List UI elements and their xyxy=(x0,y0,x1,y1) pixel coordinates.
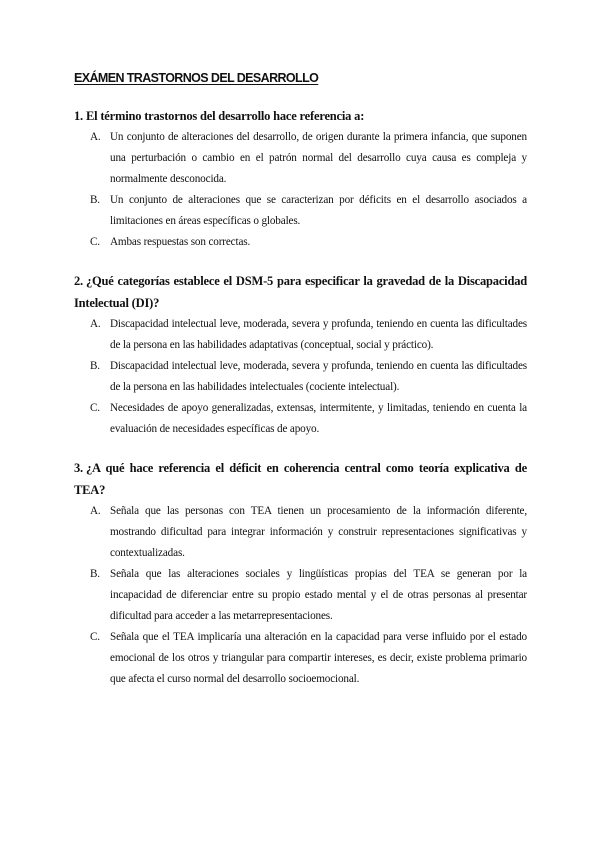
question-text xyxy=(74,457,527,501)
question-3 xyxy=(74,457,527,690)
option-letter: A. xyxy=(90,318,101,330)
question-number: 1. xyxy=(74,109,83,123)
option-letter: C. xyxy=(90,236,100,248)
option-text: Señala que las personas con TEA tienen un procesamiento de la información diferente, mostrando dificultad para integrar información y construir representaciones significativas y contextualizadas. xyxy=(110,505,527,559)
option-text: Ambas respuestas son correctas. xyxy=(110,236,251,248)
option-text: Un conjunto de alteraciones que se caracterizan por déficits en el desarrollo asociados a limitaciones en áreas específicas o globales. xyxy=(110,194,527,227)
option-text: Señala que las alteraciones sociales y lingüísticas propias del TEA se generan por la incapacidad de diferenciar entre su propio estado mental y el de otras personas al presentar dificultad para acceder a las metarrepresentaciones. xyxy=(110,568,527,622)
question-statement: ¿Qué categorías establece el DSM-5 para especificar la gravedad de la Discapacidad Intelectual (DI)? xyxy=(74,274,527,310)
answer-option-b xyxy=(74,356,527,398)
option-text: Discapacidad intelectual leve, moderada, severa y profunda, teniendo en cuenta las dificultades de la persona en las habilidades adaptativas (conceptual, social y práctico). xyxy=(110,318,527,351)
exam-page xyxy=(74,70,527,707)
option-letter: C. xyxy=(90,402,100,414)
answer-option-b xyxy=(74,564,527,627)
option-text: Necesidades de apoyo generalizadas, extensas, intermitente, y limitadas, teniendo en cuenta la evaluación de necesidades específicas de apoyo. xyxy=(110,402,527,435)
question-number: 3. xyxy=(74,461,83,475)
answer-options xyxy=(74,501,527,690)
option-letter: A. xyxy=(90,505,101,517)
question-text xyxy=(74,270,527,314)
answer-option-a xyxy=(74,501,527,564)
question-statement: ¿A qué hace referencia el déficit en coherencia central como teoría explicativa de TEA? xyxy=(74,461,527,497)
answer-option-c xyxy=(74,232,527,253)
answer-option-a xyxy=(74,127,527,190)
question-text xyxy=(74,105,527,127)
answer-option-a xyxy=(74,314,527,356)
option-letter: A. xyxy=(90,131,101,143)
option-letter: C. xyxy=(90,631,100,643)
document-title: EXÁMEN TRASTORNOS DEL DESARROLLO xyxy=(74,71,319,85)
option-letter: B. xyxy=(90,194,100,206)
option-letter: B. xyxy=(90,360,100,372)
option-text: Un conjunto de alteraciones del desarrollo, de origen durante la primera infancia, que suponen una perturbación o cambio en el patrón normal del desarrollo cuya causa es compleja y normalmente desconocida. xyxy=(110,131,527,185)
answer-option-c xyxy=(74,398,527,440)
question-number: 2. xyxy=(74,274,83,288)
answer-option-c xyxy=(74,627,527,690)
option-letter: B. xyxy=(90,568,100,580)
question-2 xyxy=(74,270,527,440)
option-text: Señala que el TEA implicaría una alteración en la capacidad para verse influido por el estado emocional de los otros y triangular para compartir intereses, es decir, existe problema primario que afecta el curso normal del desarrollo socioemocional. xyxy=(110,631,527,685)
answer-options xyxy=(74,314,527,440)
answer-option-b xyxy=(74,190,527,232)
option-text: Discapacidad intelectual leve, moderada, severa y profunda, teniendo en cuenta las dificultades de la persona en las habilidades intelectuales (cociente intelectual). xyxy=(110,360,527,393)
question-statement: El término trastornos del desarrollo hace referencia a: xyxy=(85,109,365,123)
question-1 xyxy=(74,105,527,253)
answer-options xyxy=(74,127,527,253)
